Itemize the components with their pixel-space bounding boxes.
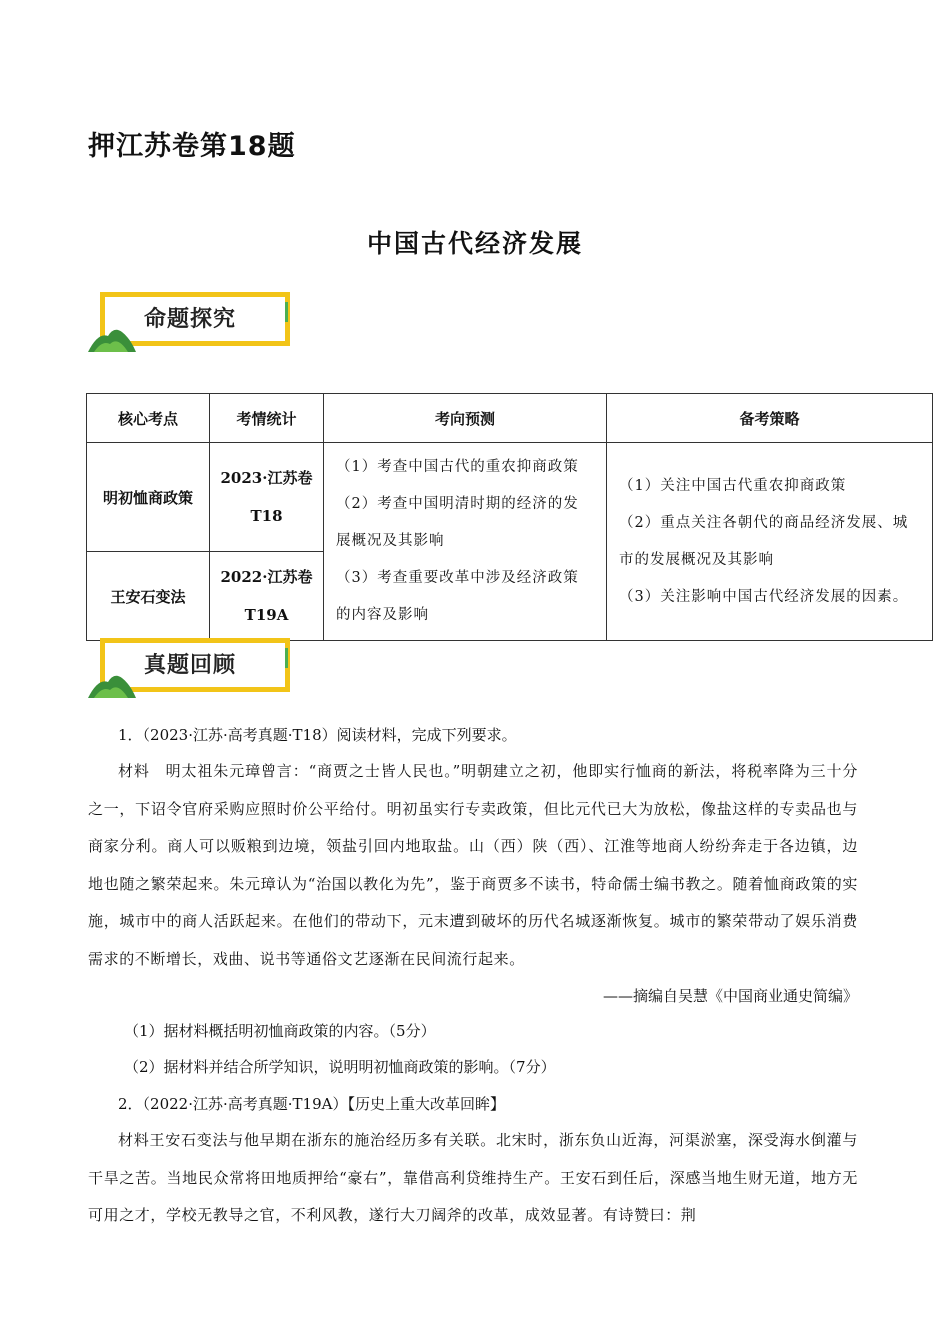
question-1-material: 材料 明太祖朱元璋曾言：“商贾之士皆人民也。”明朝建立之初，他即实行恤商的新法，将税率降为三十分之一，下诏令官府采购应照时价公平给付。明初虽实行专卖政策，但比元代已大为放松，像盐这样的专卖品也与商家分利。商人可以贩粮到边境，领盐引回内地取盐。山（西）陕（西）、江淮等地商人纷纷奔走于各边镇，边地也随之繁荣起来。朱元璋认为“治国以教化为先”，鉴于商贾多不读书，特命儒士编书教之。随着恤商政策的实施，城市中的商人活跃起来。在他们的带动下，元末遭到破坏的历代名城逐渐恢复。城市的繁荣带动了娱乐消费需求的不断增长，戏曲、说书等通俗文艺逐渐在民间流行起来。 — [88, 762, 858, 968]
question-2-head: 2．（2022·江苏·高考真题·T19A）【历史上重大改革回眸】 — [118, 1095, 505, 1113]
topic-cell: 王安石变法 — [87, 552, 210, 641]
mountain-icon — [88, 664, 138, 704]
forecast-item: （1）考查中国古代的重农抑商政策 — [336, 459, 579, 475]
question-2-material: 材料王安石变法与他早期在浙东的施治经历多有关联。北宋时，浙东负山近海，河渠淤塞，深受海水倒灌与干旱之苦。当地民众常将田地质押给“豪右”，靠借高利贷维持生产。王安石到任后，深感当地生财无道，地方无可用之才，学校无教导之官，不利风教，遂行大刀阔斧的改革，成效显著。有诗赞曰：荆 — [88, 1131, 858, 1224]
stat-cell — [210, 443, 324, 552]
document-title: 押江苏卷第18题 — [88, 131, 296, 162]
banner-tick-mark — [285, 648, 288, 668]
mountain-icon — [88, 318, 138, 358]
table-header: 考向预测 — [324, 394, 607, 443]
strategy-item: （1）关注中国古代重农抑商政策 — [619, 477, 847, 494]
stat-question: T18 — [250, 507, 283, 525]
forecast-item: （2）考查中国明清时期的经济的发展概况及其影响 — [336, 496, 579, 549]
question-1-source: ——摘编自吴慧《中国商业通史简编》 — [602, 987, 858, 1005]
stat-cell — [210, 552, 324, 641]
section-banner-analysis — [88, 290, 298, 358]
stat-exam: 2022·江苏卷 — [220, 568, 313, 586]
table-header: 备考策略 — [607, 394, 933, 443]
stat-exam: 2023·江苏卷 — [220, 469, 313, 487]
question-1-sub-1: （1）据材料概括明初恤商政策的内容。（5分） — [124, 1022, 436, 1040]
forecast-cell — [324, 443, 607, 641]
table-row — [87, 443, 933, 552]
table-header-row — [87, 394, 933, 443]
strategy-cell — [607, 443, 933, 641]
strategy-item: （2）重点关注各朝代的商品经济发展、城市的发展概况及其影响 — [619, 514, 909, 568]
banner-label: 真题回顾 — [144, 653, 237, 678]
section-banner-review — [88, 636, 298, 704]
document-subtitle: 中国古代经济发展 — [366, 229, 583, 258]
question-1-head: 1．（2023·江苏·高考真题·T18）阅读材料，完成下列要求。 — [118, 726, 517, 744]
strategy-item: （3）关注影响中国古代经济发展的因素。 — [619, 588, 909, 605]
exam-analysis-table — [86, 393, 933, 641]
stat-question: T19A — [244, 606, 289, 624]
table-header: 考情统计 — [210, 394, 324, 443]
forecast-item: （3）考查重要改革中涉及经济政策的内容及影响 — [336, 570, 579, 623]
banner-label: 命题探究 — [144, 307, 237, 332]
topic-cell: 明初恤商政策 — [87, 443, 210, 552]
table-header: 核心考点 — [87, 394, 210, 443]
banner-tick-mark — [285, 302, 288, 322]
question-1-sub-2: （2）据材料并结合所学知识，说明明初恤商政策的影响。（7分） — [124, 1058, 556, 1076]
